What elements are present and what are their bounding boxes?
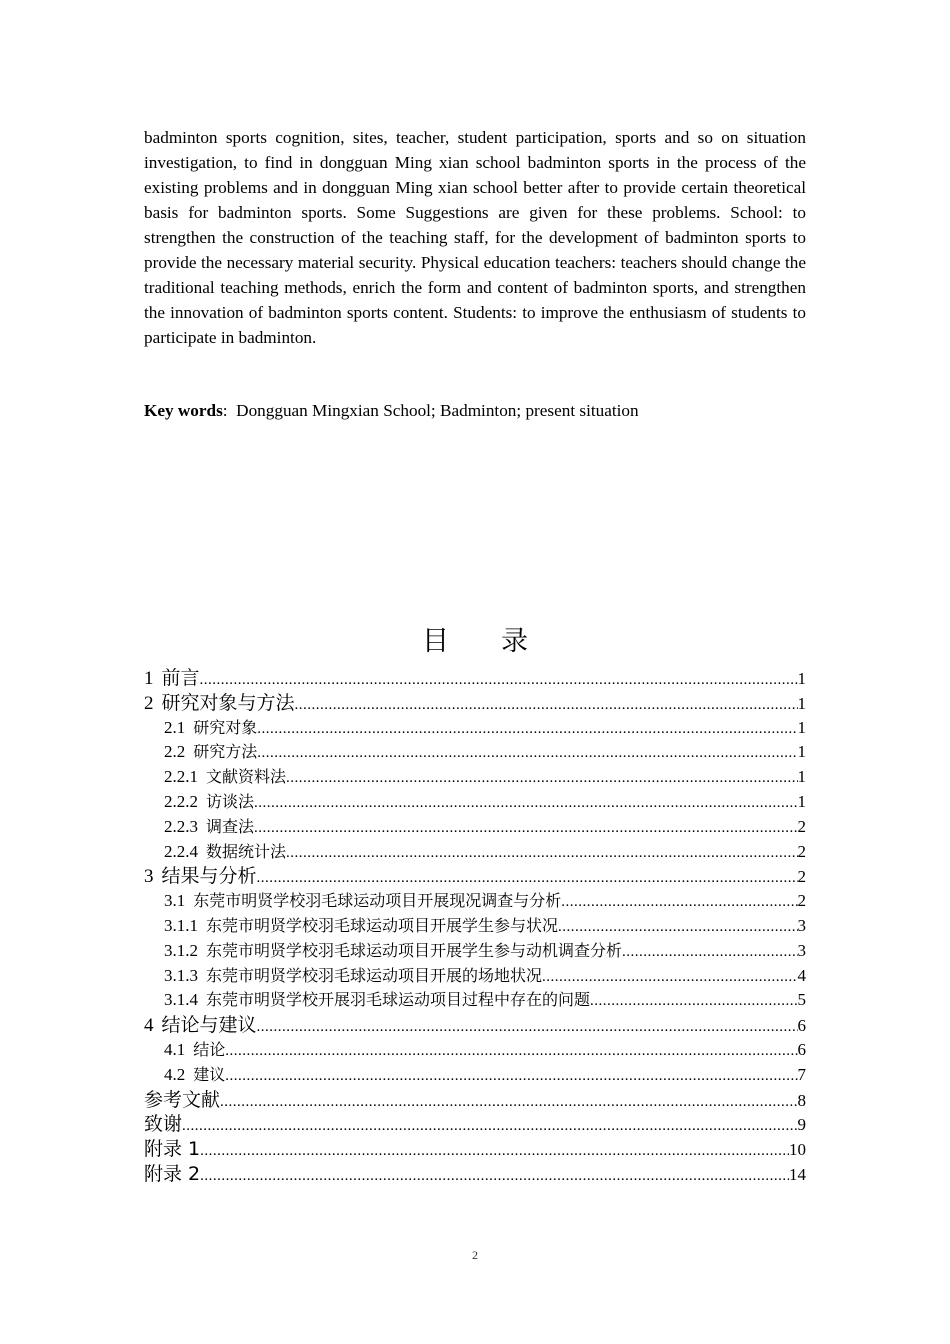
toc-entry-label: 东莞市明贤学校羽毛球运动项目开展现况调查与分析 bbox=[193, 891, 562, 911]
toc-dot-leader bbox=[257, 741, 797, 765]
toc-entry-page: 6 bbox=[797, 1016, 806, 1036]
toc-dot-leader bbox=[558, 915, 797, 939]
toc-entry-number: 3.1.1 bbox=[164, 915, 198, 935]
toc-entry[interactable] bbox=[144, 889, 806, 914]
toc-entry[interactable] bbox=[144, 815, 806, 840]
toc-dot-leader bbox=[257, 717, 797, 741]
toc-dot-leader bbox=[561, 890, 797, 914]
toc-entry[interactable] bbox=[144, 988, 806, 1013]
abstract-paragraph: badminton sports cognition, sites, teacher, student participation, sports and so on situation investigation, to find in dongguan Ming xian school badminton sports in the process of the existing problems and in dongguan Ming xian school better after to provide certain theoretical basis for badminton sports. Some Suggestions are given for these problems. School: to strengthen the construction of the teaching staff, for the development of badminton sports to provide the necessary material security. Physical education teachers: teachers should change the traditional teaching methods, enrich the form and content of badminton sports, and strengthen the innovation of badminton sports content. Students: to improve the enthusiasm of students to participate in badminton. bbox=[144, 128, 806, 347]
toc-entry-number: 4.1 bbox=[164, 1039, 186, 1059]
toc-dot-leader bbox=[254, 816, 797, 840]
toc-entry[interactable] bbox=[144, 914, 806, 939]
toc-entry[interactable] bbox=[144, 765, 806, 790]
toc-entry-page: 1 bbox=[797, 791, 806, 811]
toc-entry[interactable] bbox=[144, 1112, 806, 1137]
toc-entry-page: 3 bbox=[797, 915, 806, 935]
toc-entry-number: 3.1 bbox=[164, 891, 186, 911]
toc-entry-page: 1 bbox=[797, 669, 806, 688]
toc-entry-number: 2.2.4 bbox=[164, 841, 198, 861]
toc-dot-leader bbox=[182, 1114, 797, 1137]
toc-entry-number: 2.2.1 bbox=[164, 767, 198, 787]
keywords-value: Dongguan Mingxian School; Badminton; present situation bbox=[236, 401, 639, 420]
toc-entry-label: 附录 2 bbox=[144, 1162, 201, 1185]
toc-entry-number: 3.1.3 bbox=[164, 965, 198, 985]
toc-entry-page: 4 bbox=[797, 965, 806, 985]
toc-entry-label: 结果与分析 bbox=[161, 865, 257, 888]
toc-entry-page: 10 bbox=[789, 1140, 806, 1160]
toc-entry-page: 2 bbox=[797, 816, 806, 836]
toc-entry-page: 2 bbox=[797, 891, 806, 911]
toc-title bbox=[0, 622, 950, 662]
toc-entry[interactable] bbox=[144, 1162, 806, 1187]
toc-entry-label: 前言 bbox=[161, 667, 200, 689]
toc-entry-page: 1 bbox=[797, 693, 806, 713]
toc-entry-label: 研究对象 bbox=[193, 717, 258, 737]
toc-entry[interactable] bbox=[144, 864, 806, 889]
toc-entry-label: 东莞市明贤学校开展羽毛球运动项目过程中存在的问题 bbox=[206, 990, 591, 1010]
toc-entry[interactable] bbox=[144, 691, 806, 716]
toc-entry[interactable] bbox=[144, 716, 806, 741]
toc-dot-leader bbox=[257, 866, 798, 889]
toc-entry-number: 2.2.3 bbox=[164, 816, 198, 836]
toc-entry-number: 2.2.2 bbox=[164, 791, 198, 811]
toc-entry-label: 东莞市明贤学校羽毛球运动项目开展的场地状况 bbox=[206, 965, 543, 985]
toc-entry-page: 1 bbox=[797, 742, 806, 762]
toc-entry-page: 2 bbox=[797, 867, 806, 887]
toc-entry-page: 1 bbox=[797, 717, 806, 737]
toc-entry[interactable] bbox=[144, 964, 806, 989]
toc-entry[interactable] bbox=[144, 740, 806, 765]
toc-dot-leader bbox=[286, 841, 797, 865]
toc-dot-leader bbox=[200, 668, 798, 691]
toc-title-left: 目 bbox=[422, 626, 449, 657]
page-number: 2 bbox=[472, 1248, 478, 1262]
toc-entry-label: 结论与建议 bbox=[161, 1014, 257, 1037]
toc-entry-label: 参考文献 bbox=[144, 1088, 221, 1111]
toc-entry-label: 数据统计法 bbox=[206, 841, 287, 861]
toc-dot-leader bbox=[590, 989, 797, 1013]
toc-entry-page: 7 bbox=[797, 1064, 806, 1084]
toc-entry-number: 4 bbox=[144, 1015, 154, 1037]
toc-entry-page: 6 bbox=[797, 1039, 806, 1059]
toc-dot-leader bbox=[257, 1015, 798, 1038]
toc-entry-label: 建议 bbox=[193, 1064, 226, 1084]
toc-entry-page: 8 bbox=[797, 1090, 806, 1110]
toc-entry-number: 4.2 bbox=[164, 1064, 186, 1084]
toc-entry-label: 研究方法 bbox=[193, 742, 258, 762]
toc-dot-leader bbox=[220, 1090, 797, 1113]
toc-dot-leader bbox=[295, 693, 798, 716]
toc-entry[interactable] bbox=[144, 1038, 806, 1063]
toc-entry-label: 访谈法 bbox=[206, 791, 255, 811]
toc-entry-number: 2.2 bbox=[164, 742, 186, 762]
toc-entry-label: 调查法 bbox=[206, 816, 255, 836]
toc-dot-leader bbox=[225, 1039, 797, 1063]
toc-entry-number: 2 bbox=[144, 692, 154, 714]
toc-entry-page: 5 bbox=[797, 990, 806, 1010]
toc-entry[interactable] bbox=[144, 1137, 806, 1162]
toc-entry[interactable] bbox=[144, 790, 806, 815]
toc-entry-label: 结论 bbox=[193, 1039, 226, 1059]
toc-entry-label: 致谢 bbox=[144, 1113, 183, 1136]
toc-entry-page: 1 bbox=[797, 767, 806, 787]
toc-entry-number: 1 bbox=[144, 668, 154, 689]
toc-entry-label: 东莞市明贤学校羽毛球运动项目开展学生参与动机调查分析 bbox=[206, 940, 623, 960]
toc-dot-leader bbox=[622, 940, 797, 964]
toc-entry-page: 14 bbox=[789, 1164, 806, 1184]
toc-entry-page: 9 bbox=[797, 1115, 806, 1135]
toc-dot-leader bbox=[254, 791, 797, 815]
toc-entry-number: 3.1.2 bbox=[164, 940, 198, 960]
toc-entry-label: 文献资料法 bbox=[206, 767, 287, 787]
toc-dot-leader bbox=[225, 1064, 797, 1088]
table-of-contents bbox=[144, 666, 806, 1187]
toc-dot-leader bbox=[286, 766, 797, 790]
toc-entry[interactable] bbox=[144, 840, 806, 865]
toc-entry-number: 3 bbox=[144, 866, 154, 888]
toc-entry-label: 研究对象与方法 bbox=[161, 691, 295, 714]
toc-entry-label: 附录 1 bbox=[144, 1138, 201, 1161]
toc-entry[interactable] bbox=[144, 1063, 806, 1088]
toc-entry-label: 东莞市明贤学校羽毛球运动项目开展学生参与状况 bbox=[206, 915, 559, 935]
toc-dot-leader bbox=[200, 1164, 789, 1187]
toc-entry[interactable] bbox=[144, 939, 806, 964]
toc-entry[interactable] bbox=[144, 1088, 806, 1113]
toc-title-right: 录 bbox=[501, 626, 528, 657]
keywords-label: Key words bbox=[144, 401, 223, 420]
toc-entry-page: 2 bbox=[797, 841, 806, 861]
toc-entry-number: 2.1 bbox=[164, 717, 186, 737]
toc-dot-leader bbox=[200, 1139, 789, 1162]
toc-entry-number: 3.1.4 bbox=[164, 990, 198, 1010]
toc-dot-leader bbox=[542, 965, 797, 989]
keywords-separator: : bbox=[222, 401, 237, 420]
toc-entry[interactable] bbox=[144, 666, 806, 691]
toc-entry[interactable] bbox=[144, 1013, 806, 1038]
toc-entry-page: 3 bbox=[797, 940, 806, 960]
keywords-line bbox=[144, 398, 806, 423]
